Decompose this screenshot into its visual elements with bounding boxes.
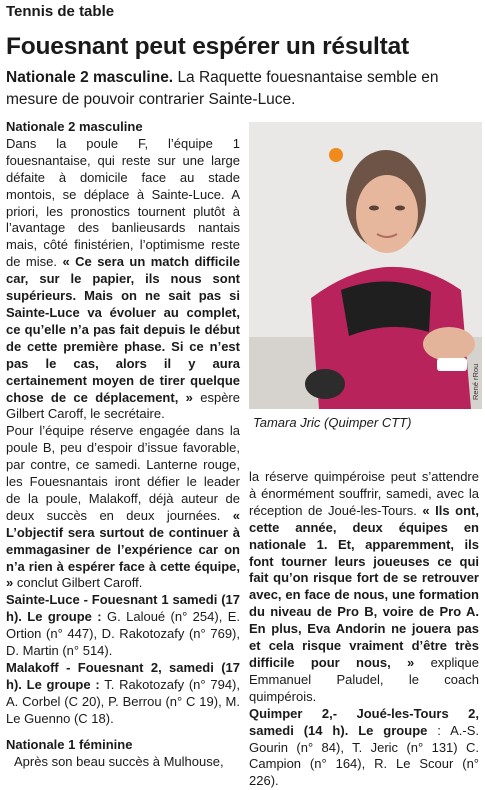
text-run: explique Emmanuel Paludel, le coach quimpérois.	[249, 654, 479, 704]
article-column-1	[6, 119, 240, 770]
team-sheet-2	[6, 660, 240, 728]
text-run: Dans la poule F, l’équipe 1 fouesnantaise, qui reste sur une large défaite à domicile face au stade montois, se déplace à Sainte-Luce. A priori, les pronostics tournent plutôt à l’avantage des banlieusards nantais mais, côté finistérien, l’optimisme reste de mise.	[6, 135, 240, 270]
text-run: T. Rakotozafy (n° 794), A. Corbel (C 20), P. Berrou (n° C 19), M. Le Guenno (C 18).	[6, 676, 240, 726]
paragraph-2	[6, 423, 240, 592]
bold-text-run: « Ils ont, cette année, deux équipes en nationale 1. Et, apparemment, ils font tourner leurs joueuses ce qui fait qu’on risque fort de se retrouver avec, en face de nous, une formation du niveau de Pro B, voire de Pro A. En plus, Eva Andorin ne jouera pas et cela risque vraiment d’être très difficile pour nous, »	[249, 502, 479, 670]
subhead-n2m: Nationale 2 masculine	[6, 119, 143, 134]
paragraph-1	[6, 136, 240, 423]
bold-text-run: Malakoff - Fouesnant 2, samedi (17 h). Le groupe :	[6, 660, 240, 692]
page-title: Fouesnant peut espérer un résultat	[6, 33, 409, 60]
text-run: Pour l’équipe réserve engagée dans la poule B, peu d’espoir d’issue favorable, par contre, ce samedi. Lanterne rouge, les Fouesnantais iront défier le leader de la poule, Malakoff, déjà auteur de deux succès en deux journées.	[6, 423, 240, 523]
bold-text-run: « Ce sera un match difficile car, sur le papier, ils nous sont supérieurs. Mais on ne sait pas si Sainte-Luce va évoluer au complet, ce qu’elle n’a pas fait depuis le début de cette première phase. Si ce n’est pas le cas, alors il y aura certainement moyen de tirer quelque chose de ce déplacement, »	[6, 254, 240, 405]
bold-text-run: « L’objectif sera surtout de continuer à emmagasiner de l’expérience car on n’a rien à espérer face à cette équipe, »	[6, 507, 240, 591]
player-photo	[249, 122, 482, 409]
lead-paragraph	[6, 67, 482, 111]
text-run: G. Laloué (n° 254), E. Ortion (n° 447), D. Rakotozafy (n° 769), D. Martin (n° 514).	[6, 609, 240, 659]
lead-text: La Raquette fouesnantaise semble en mesure de pouvoir contrarier Sainte-Luce.	[6, 69, 439, 108]
article-column-2	[249, 469, 479, 790]
team-sheet-1	[6, 592, 240, 660]
text-run: espère Gilbert Caroff, le secrétaire.	[6, 389, 240, 422]
player-illustration	[249, 122, 482, 409]
photo-credit: René rRou	[471, 363, 480, 400]
lead-strong: Nationale 2 masculine.	[6, 69, 174, 86]
text-run: conclut Gilbert Caroff.	[13, 575, 143, 591]
bold-text-run: Quimper 2,- Joué-les-Tours 2, samedi (14 h). Le groupe	[249, 705, 479, 738]
text-run: : A.-S. Gourin (n° 84), T. Jeric (n° 131) C. Campion (n° 164), R. Le Scour (n° 226).	[249, 722, 479, 789]
text-run: la réserve quimpéroise peut s’attendre à énormément souffrir, samedi, avec la réception de Joué-les-Tours.	[249, 469, 479, 518]
subhead-n1f: Nationale 1 féminine	[6, 736, 133, 752]
bold-text-run: Sainte-Luce - Fouesnant 1 samedi (17 h). Le groupe :	[6, 592, 240, 625]
team-sheet-3	[249, 706, 479, 790]
section-kicker: Tennis de table	[6, 3, 115, 20]
paragraph-6	[249, 469, 479, 706]
photo-caption: Tamara Jric (Quimper CTT)	[253, 415, 412, 430]
paragraph-5: Après son beau succès à Mulhouse,	[14, 753, 224, 769]
